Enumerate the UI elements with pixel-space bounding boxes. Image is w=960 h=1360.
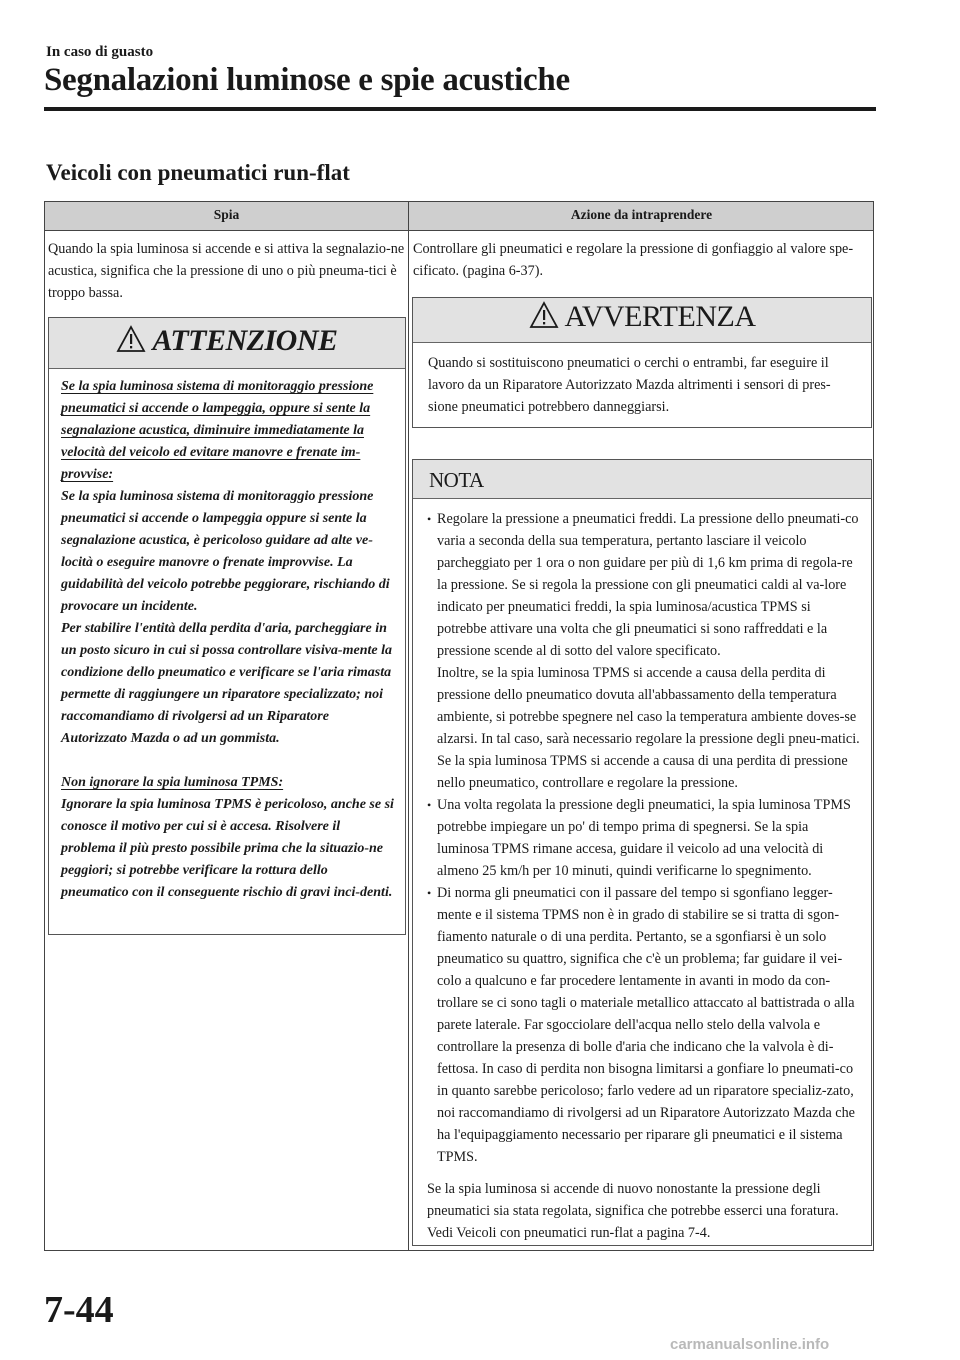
nota-header (413, 460, 871, 499)
bullet-icon: • (427, 886, 432, 900)
attenzione-header (49, 318, 405, 369)
watermark: carmanualsonline.info (670, 1336, 830, 1353)
attenzione-text-3: Ignorare la spia luminosa TPMS è pericoloso, anche se si conosce il motivo per cui si è accesa. Risolvere il problema il più presto possibile prima che la situazio-ne peggiori; si potrebbe verificare la rottura dello pneumatico con il conseguente rischio di gravi inci-denti. (61, 797, 394, 900)
spia-description: Quando la spia luminosa si accende e si attiva la segnalazio-ne acustica, significa che la pressione di uno o più pneuma-tici è troppo bassa. (48, 241, 405, 301)
title-rule (44, 107, 876, 111)
avvertenza-box (412, 297, 872, 428)
bullet-icon: • (427, 512, 432, 526)
column-header-azione: Azione da intraprendere (570, 207, 713, 222)
attenzione-label: ATTENZIONE (152, 324, 338, 357)
warning-table (44, 201, 874, 1251)
attenzione-box (48, 317, 406, 935)
attenzione-heading-2: Non ignorare la spia luminosa TPMS: (61, 775, 284, 790)
breadcrumb: In caso di guasto (46, 44, 154, 60)
warning-triangle-icon (116, 325, 146, 358)
attenzione-text-1: Se la spia luminosa sistema di monitoraggio pressione pneumatici si accende o lampeggia oppure si sente la segnalazione acustica, è pericoloso guidare ad alte ve-locità o eseguire manovre o frenate improvvise. La guidabilità del veicolo potrebbe peggiorare, rischiando di provocare un incidente. (61, 489, 390, 614)
list-item (427, 508, 861, 794)
page-number: 7-44 (44, 1289, 114, 1331)
azione-description: Controllare gli pneumatici e regolare la pressione di gonfiaggio al valore spe-cificato. (pagina 6-37). (413, 241, 854, 279)
nota-item-1-continued: Inoltre, se la spia luminosa TPMS si accende a causa della perdita di pressione dello pneumatico dovuta all'abbassamento della temperatura ambiente, si potrebbe spegnere nel caso la temperatura ambiente doves-se alzarsi. In tal caso, sarà necessario regolare la pressione degli pneu-matici. Se la spia luminosa TPMS si accende a causa di una perdita di pressione nello pneumatico, controllare e regolare la pressione. (437, 665, 860, 791)
column-header-spia: Spia (213, 207, 240, 222)
table-header (45, 202, 873, 231)
attenzione-text-2: Per stabilire l'entità della perdita d'aria, parcheggiare in un posto sicuro in cui si possa controllare visiva-mente la condizione dello pneumatico e verificare se l'aria rimasta permette di raggiungere un riparatore specializzato; noi raccomandiamo di rivolgersi ad un Riparatore Autorizzato Mazda o ad un gommista. (61, 621, 392, 746)
avvertenza-label: AVVERTENZA (564, 300, 756, 333)
bullet-icon: • (427, 798, 432, 812)
avvertenza-text: Quando si sostituiscono pneumatici o cerchi o entrambi, far eseguire il lavoro da un Riparatore Autorizzato Mazda altrimenti i sensori di pres-sione pneumatici potrebbero danneggiarsi. (428, 355, 831, 415)
column-divider (408, 202, 409, 1250)
attenzione-body (61, 376, 395, 904)
nota-list (427, 508, 861, 1168)
nota-label: NOTA (429, 468, 484, 492)
nota-footer-text: Se la spia luminosa si accende di nuovo nonostante la pressione degli pneumatici sia stata regolata, significa che potrebbe esserci una foratura. Vedi Veicoli con pneumatici run-flat a pagina 7-4. (427, 1181, 839, 1241)
section-title: Veicoli con pneumatici run-flat (46, 160, 350, 185)
page-title: Segnalazioni luminose e spie acustiche (44, 62, 570, 98)
list-item (427, 794, 861, 882)
avvertenza-header (413, 298, 871, 343)
warning-triangle-icon (529, 301, 559, 334)
nota-item-1: Regolare la pressione a pneumatici freddi. La pressione dello pneumati-co varia a seconda della sua temperatura, pertanto lasciare il veicolo parcheggiato per 1 ora o non guidare per più di 1,6 km prima di regola-re la pressione. Se si regola la pressione con gli pneumatici caldi al va-lore indicato per pneumatici freddi, la spia luminosa/acustica TPMS si potrebbe attivare una volta che gli pneumatici si sono raffreddati e la pressione scende al di sotto del valore specificato. (437, 511, 859, 659)
attenzione-heading-1: Se la spia luminosa sistema di monitoraggio pressione pneumatici si accende o lampeggia, oppure si sente la segnalazione acustica, diminuire immediatamente la velocità del veicolo ed evitare manovre e frenate im-provvise: (61, 379, 374, 482)
nota-box (412, 459, 872, 1246)
nota-item-3: Di norma gli pneumatici con il passare del tempo si sgonfiano legger-mente e il sistema TPMS non è in grado di stabilire se si tratta di sgon-fiamento naturale o di una perdita. Pertanto, se a sgonfiarsi è un solo pneumatico su quattro, significa che c'è un problema; far guidare il vei-colo a qualcuno e far procedere lentamente in avanti in modo da con-trollare se ci sono tagli o materiale metallico attaccato al battistrada o alla parete laterale. Far sgocciolare dell'acqua nello stelo della valvola e controllare la presenza di bolle d'aria che indicano che la valvola è di-fettosa. In caso di perdita non bisogna limitarsi a gonfiare lo pneumati-co in quanto sarebbe pericoloso; farlo vedere ad un riparatore specializ-zato, noi raccomandiamo di rivolgersi ad un Riparatore Autorizzato Mazda che ha l'equipaggiamento necessario per riparare gli pneumatici e il sistema TPMS. (437, 885, 855, 1165)
list-item (427, 882, 861, 1168)
nota-item-2: Una volta regolata la pressione degli pneumatici, la spia luminosa TPMS potrebbe impiegare un po' di tempo prima di spegnersi. Se la spia luminosa TPMS rimane accesa, guidare il veicolo ad una velocità di almeno 25 km/h per 10 minuti, quindi verificarne lo spegnimento. (437, 797, 851, 879)
